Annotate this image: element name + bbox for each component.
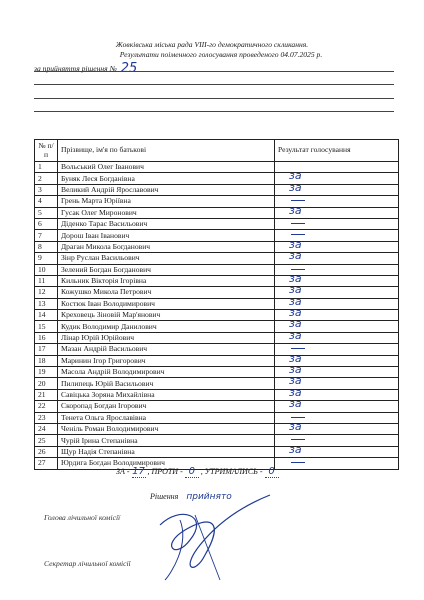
member-name: Драган Микола Богданович <box>58 241 275 252</box>
vote-mark-for: за <box>289 203 302 217</box>
header-council-line: Жовківська міська рада VIII-го демократичного скликання. <box>115 40 309 49</box>
table-row <box>35 378 399 389</box>
votes-table-body <box>35 162 399 470</box>
table-row <box>35 287 399 298</box>
vote-mark-for: за <box>289 169 302 183</box>
table-row <box>35 321 399 332</box>
member-name: Кудик Володимир Данилович <box>58 321 275 332</box>
row-number: 3 <box>35 184 58 195</box>
row-number: 19 <box>35 367 58 378</box>
vote-mark-for: за <box>289 351 302 365</box>
totals-against-label: , ПРОТИ - <box>147 467 183 476</box>
table-row <box>35 435 399 446</box>
member-name: Буняк Леся Богданівна <box>58 173 275 184</box>
row-number: 9 <box>35 253 58 264</box>
vote-mark-for: за <box>289 237 302 251</box>
row-number: 5 <box>35 207 58 218</box>
member-name: Юрдига Богдан Володимирович <box>58 458 275 469</box>
totals-abstained-value: 0 <box>265 466 279 478</box>
vote-mark-dash <box>291 234 305 235</box>
row-number: 17 <box>35 344 58 355</box>
vote-result <box>275 458 399 469</box>
decision-label: за прийняття рішення № <box>34 64 117 73</box>
member-name: Грень Марта Юріївна <box>58 196 275 207</box>
table-header-row <box>35 140 399 162</box>
votes-table <box>34 139 399 470</box>
totals-for-value: 17 <box>132 466 145 477</box>
member-name: Великий Андрій Ярославович <box>58 184 275 195</box>
row-number: 8 <box>35 241 58 252</box>
table-row <box>35 207 399 218</box>
row-number: 6 <box>35 218 58 229</box>
vote-mark-for: за <box>289 419 302 433</box>
table-row <box>35 401 399 412</box>
row-number: 27 <box>35 458 58 469</box>
ruled-line <box>34 111 394 112</box>
row-number: 10 <box>35 264 58 275</box>
vote-mark-for: за <box>289 397 302 411</box>
vote-mark-for: за <box>289 363 302 377</box>
table-row <box>35 332 399 343</box>
table-row <box>35 173 399 184</box>
ruled-line <box>34 98 394 99</box>
row-number: 15 <box>35 321 58 332</box>
member-name: Креховець Зіновій Мар'янович <box>58 310 275 321</box>
member-name: Кожушко Микола Петрович <box>58 287 275 298</box>
column-header-number: № п/п <box>35 140 58 162</box>
totals-against-value: 0 <box>185 466 199 478</box>
table-row <box>35 389 399 400</box>
vote-mark-for: за <box>289 374 302 388</box>
column-header-result: Результат голосування <box>275 140 399 162</box>
ruled-line <box>34 84 394 85</box>
vote-result <box>275 249 399 264</box>
member-name: Пилипець Юрій Васильович <box>58 378 275 389</box>
table-row <box>35 253 399 264</box>
vote-mark-dash <box>291 417 305 418</box>
vote-result <box>275 397 399 412</box>
row-number: 1 <box>35 162 58 173</box>
table-row <box>35 196 399 207</box>
row-number: 4 <box>35 196 58 207</box>
vote-mark-dash <box>291 462 305 463</box>
table-row <box>35 344 399 355</box>
decision-line <box>34 60 137 75</box>
column-header-name: Прізвище, ім'я по батькові <box>58 140 275 162</box>
role-head-of-commission: Голова лічильної комісії <box>44 513 121 522</box>
vote-mark-for: за <box>289 271 302 285</box>
table-row <box>35 264 399 275</box>
member-name: Лінар Юрій Юрійович <box>58 332 275 343</box>
member-name: Савіцька Зоряна Михайлівна <box>58 389 275 400</box>
vote-mark-dash <box>291 269 305 270</box>
table-row <box>35 367 399 378</box>
member-name: Тенета Ольга Ярославівна <box>58 412 275 423</box>
header-results-line: Результати поіменного голосування проведеного 04.07.2025 р. <box>119 49 323 59</box>
row-number: 11 <box>35 275 58 286</box>
member-name: Щур Надія Степанівна <box>58 446 275 457</box>
table-row <box>35 184 399 195</box>
member-name: Масола Андрій Володимирович <box>58 367 275 378</box>
vote-result <box>275 218 399 229</box>
row-number: 7 <box>35 230 58 241</box>
table-row <box>35 355 399 366</box>
member-name: Мазан Андрій Васильович <box>58 344 275 355</box>
vote-result <box>275 180 399 195</box>
result-value: прийнято <box>186 492 232 502</box>
vote-mark-for: за <box>289 180 302 194</box>
vote-result <box>275 442 399 457</box>
row-number: 21 <box>35 389 58 400</box>
member-name: Костюк Іван Володимирович <box>58 298 275 309</box>
vote-mark-for: за <box>289 294 302 308</box>
vote-mark-for: за <box>289 306 302 320</box>
row-number: 16 <box>35 332 58 343</box>
row-number: 25 <box>35 435 58 446</box>
vote-mark-dash <box>291 223 305 224</box>
row-number: 12 <box>35 287 58 298</box>
member-name: Чурій Ірина Степанівна <box>58 435 275 446</box>
table-row <box>35 230 399 241</box>
result-label: Рішення <box>150 492 179 501</box>
vote-mark-for: за <box>289 317 302 331</box>
table-row <box>35 310 399 321</box>
table-row <box>35 275 399 286</box>
row-number: 14 <box>35 310 58 321</box>
member-name: Діденко Тарас Васильович <box>58 218 275 229</box>
table-row <box>35 423 399 434</box>
table-row <box>35 241 399 252</box>
row-number: 13 <box>35 298 58 309</box>
vote-mark-dash <box>291 200 305 201</box>
row-number: 18 <box>35 355 58 366</box>
role-secretary: Секретар лічильної комісії <box>44 559 131 568</box>
table-row <box>35 218 399 229</box>
vote-mark-dash <box>291 439 305 440</box>
member-name: Ченіль Роман Володимирович <box>58 423 275 434</box>
member-name: Дорош Іван Іванович <box>58 230 275 241</box>
vote-totals <box>116 466 279 478</box>
row-number: 20 <box>35 378 58 389</box>
ruled-line <box>34 71 394 72</box>
row-number: 2 <box>35 173 58 184</box>
row-number: 22 <box>35 401 58 412</box>
table-row <box>35 298 399 309</box>
table-row <box>35 446 399 457</box>
vote-mark-dash <box>291 348 305 349</box>
totals-abstained-label: , УТРИМАЛИСЬ - <box>200 467 263 476</box>
vote-result <box>275 328 399 343</box>
member-name: Зінр Руслан Васильович <box>58 253 275 264</box>
vote-result <box>275 203 399 218</box>
member-name: Гусак Олег Миронович <box>58 207 275 218</box>
member-name: Зелений Богдан Богданович <box>58 264 275 275</box>
table-row <box>35 162 399 173</box>
table-row <box>35 412 399 423</box>
handwritten-signature <box>150 485 300 585</box>
decision-number: 25 <box>120 61 138 76</box>
row-number: 23 <box>35 412 58 423</box>
member-name: Маринин Ігор Григорович <box>58 355 275 366</box>
vote-mark-for: за <box>289 328 302 342</box>
vote-mark-for: за <box>289 283 302 297</box>
row-number: 26 <box>35 446 58 457</box>
member-name: Вольський Олег Іванович <box>58 162 275 173</box>
vote-mark-for: за <box>289 249 302 263</box>
totals-for-label: ЗА - <box>116 467 130 476</box>
vote-result <box>275 419 399 434</box>
vote-mark-for: за <box>289 442 302 456</box>
vote-mark-for: за <box>289 385 302 399</box>
document-header <box>0 40 424 59</box>
row-number: 24 <box>35 423 58 434</box>
member-name: Скоропад Богдан Ігорович <box>58 401 275 412</box>
member-name: Кильник Вікторія Ігорівна <box>58 275 275 286</box>
